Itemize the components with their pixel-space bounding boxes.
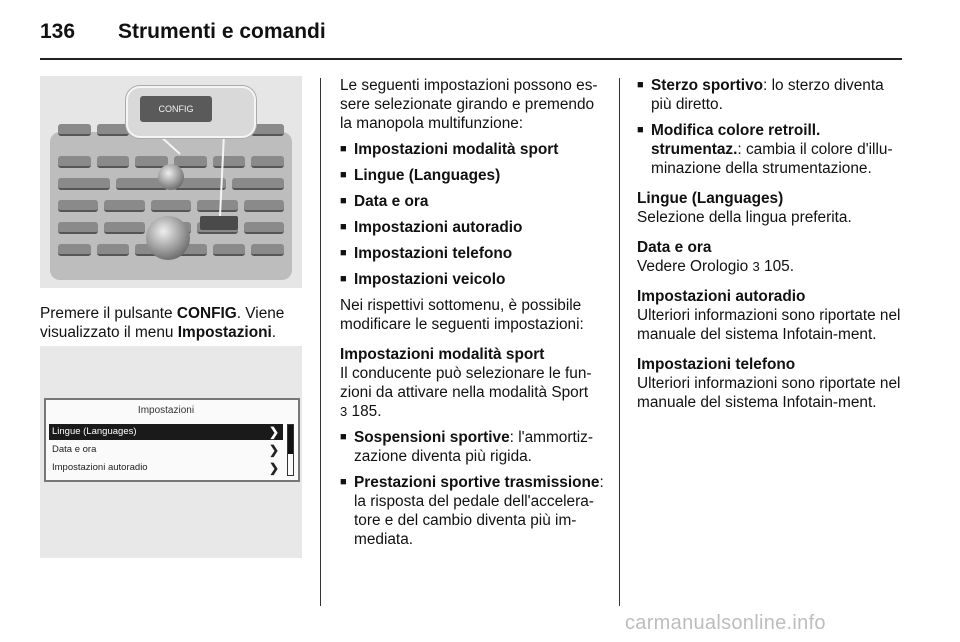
list-item-text bbox=[354, 428, 608, 466]
list-item-bold: Prestazioni sportive trasmissione bbox=[354, 474, 600, 491]
list-item bbox=[340, 270, 608, 289]
display-image bbox=[40, 346, 302, 558]
list-item-bold: Impostazioni telefono bbox=[354, 245, 513, 262]
settings-intro: Le seguenti impostazioni possono es-sere selezionate girando e premendo la manopola multifunzione: bbox=[340, 77, 598, 132]
watermark: carmanualsonline.info bbox=[625, 612, 826, 634]
bullet-square-icon: ■ bbox=[637, 79, 644, 91]
intro-paragraph: Premere il pulsante CONFIG. Viene visualizzato il menu Impostazioni. bbox=[40, 305, 285, 341]
list-item-text bbox=[651, 121, 907, 178]
list-item-bold: Impostazioni modalità sport bbox=[354, 141, 559, 158]
chevron-right-icon: ❯ bbox=[268, 425, 279, 439]
list-item-text bbox=[354, 166, 608, 185]
console-photo bbox=[40, 76, 302, 288]
sport-heading: Impostazioni modalità sport bbox=[340, 346, 545, 363]
section bbox=[637, 355, 907, 412]
list-item bbox=[340, 166, 608, 185]
list-item-rest: : l'ammortiz-zazione diventa più rigida. bbox=[354, 429, 593, 465]
menu-item: Impostazioni autoradio ❯ bbox=[52, 461, 279, 475]
section-heading: Data e ora bbox=[637, 239, 712, 256]
section-heading: Lingue (Languages) bbox=[637, 190, 784, 207]
list-item-text bbox=[354, 244, 608, 263]
list-item-rest: : lo sterzo diventa più diretto. bbox=[651, 77, 884, 113]
section-heading: Impostazioni telefono bbox=[637, 356, 796, 373]
list-item-bold: Data e ora bbox=[354, 193, 429, 210]
page-ref-arrow-icon: 3 bbox=[752, 259, 760, 274]
bullet-square-icon: ■ bbox=[340, 247, 347, 259]
bullet-square-icon: ■ bbox=[340, 195, 347, 207]
menu-item-selected: Lingue (Languages) ❯ bbox=[49, 424, 283, 440]
list-item-text bbox=[354, 270, 608, 289]
chevron-right-icon: ❯ bbox=[268, 443, 279, 457]
list-item bbox=[340, 192, 608, 211]
bullet-square-icon: ■ bbox=[340, 476, 347, 488]
scrollbar bbox=[287, 424, 294, 476]
menu-item: Data e ora ❯ bbox=[52, 443, 279, 457]
config-button-closeup: CONFIG bbox=[140, 96, 212, 122]
bullet-square-icon: ■ bbox=[340, 431, 347, 443]
section-text: Ulteriori informazioni sono riportate nel manuale del sistema Infotain-ment. bbox=[637, 375, 901, 411]
bullet-square-icon: ■ bbox=[340, 169, 347, 181]
scrollbar-thumb bbox=[288, 425, 293, 454]
list-item-bold: Impostazioni autoradio bbox=[354, 219, 523, 236]
list-item bbox=[340, 244, 608, 263]
page-ref-arrow-icon: 3 bbox=[340, 404, 348, 419]
display-title: Impostazioni bbox=[137, 405, 195, 416]
chevron-right-icon: ❯ bbox=[268, 461, 279, 475]
page-header bbox=[40, 20, 326, 44]
section-heading: Impostazioni autoradio bbox=[637, 288, 806, 305]
bullet-square-icon: ■ bbox=[340, 143, 347, 155]
header-rule bbox=[40, 58, 902, 60]
list-item-bold: Modifica colore retroill. strumentaz. bbox=[651, 122, 821, 158]
list-item-text bbox=[354, 140, 608, 159]
bullet-square-icon: ■ bbox=[637, 124, 644, 136]
list-item-bold: Sterzo sportivo bbox=[651, 77, 764, 94]
section-text: Vedere Orologio bbox=[637, 258, 753, 275]
middle-column bbox=[340, 76, 608, 556]
section-text: Ulteriori informazioni sono riportate nel manuale del sistema Infotain-ment. bbox=[637, 307, 901, 343]
sport-section bbox=[340, 345, 608, 421]
sport-text: Il conducente può selezionare le fun-zioni da attivare nella modalità Sport bbox=[340, 365, 592, 401]
list-item-text bbox=[354, 473, 608, 549]
list-item-rest: : cambia il colore d'illu-minazione della strumentazione. bbox=[651, 141, 893, 177]
list-item-bold: Lingue (Languages) bbox=[354, 167, 501, 184]
page-title: Strumenti e comandi bbox=[118, 20, 326, 43]
settings-menu-name: Impostazioni bbox=[177, 324, 272, 341]
list-item bbox=[340, 140, 608, 159]
column-divider bbox=[619, 78, 620, 606]
list-item bbox=[637, 121, 907, 178]
section bbox=[637, 287, 907, 344]
bullet-square-icon: ■ bbox=[340, 221, 347, 233]
list-item bbox=[340, 428, 608, 466]
list-item bbox=[340, 218, 608, 237]
page-ref: 185. bbox=[347, 403, 382, 420]
submenu-intro: Nei rispettivi sottomenu, è possibile modificare le seguenti impostazioni: bbox=[340, 297, 584, 333]
list-item bbox=[637, 76, 907, 114]
section bbox=[637, 189, 907, 227]
list-item-bold: Sospensioni sportive bbox=[354, 429, 510, 446]
section bbox=[637, 238, 907, 276]
list-item-bold: Impostazioni veicolo bbox=[354, 271, 506, 288]
list-item-text bbox=[354, 218, 608, 237]
settings-display bbox=[44, 398, 300, 482]
list-item-text bbox=[354, 192, 608, 211]
bullet-square-icon: ■ bbox=[340, 273, 347, 285]
column-divider bbox=[320, 78, 321, 606]
list-item bbox=[340, 473, 608, 549]
page-ref: 105. bbox=[759, 258, 794, 275]
section-text: Selezione della lingua preferita. bbox=[637, 209, 852, 226]
config-button-name: CONFIG bbox=[176, 305, 237, 322]
page-number: 136 bbox=[40, 20, 76, 43]
right-column bbox=[637, 76, 907, 419]
list-item-text bbox=[651, 76, 907, 114]
list-item-rest: : la risposta del pedale dell'accelera-tore e del cambio diventa più im-mediata. bbox=[354, 474, 604, 548]
